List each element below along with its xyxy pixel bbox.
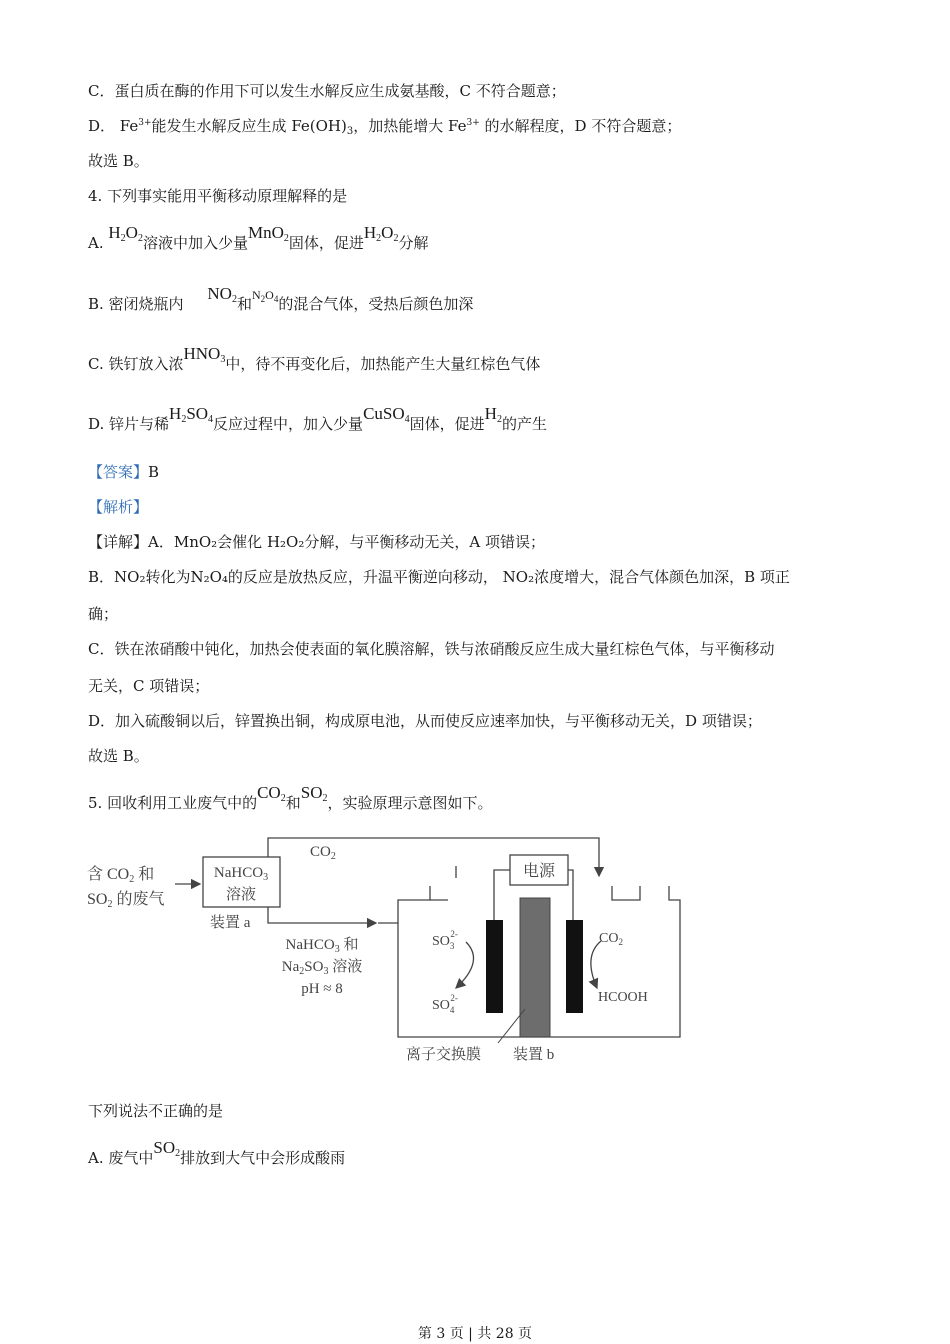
q4-detail-c: C．铁在浓硝酸中钝化，加热会使表面的氧化膜溶解，铁与浓硝酸反应生成大量红棕色气体，与平衡移动 — [88, 640, 775, 658]
q5-sub-stem: 下列说法不正确的是 — [88, 1102, 224, 1120]
q5-option-a: A. 废气中SO2排放到大气中会形成酸雨 — [88, 1138, 346, 1167]
q4-detail-c-cont: 无关，C 项错误； — [88, 677, 210, 695]
cathode-electrode — [566, 920, 583, 1013]
q4-detail-a: 【详解】A．MnO₂会催化 H₂O₂分解，与平衡移动无关，A 项错误； — [88, 533, 545, 551]
q3-option-d-analysis: D． $Fe^{3+}$能发生水解反应生成 $Fe(OH)_3$，加热能增大 $Fe^{3+}$ 的水解程度，D 不符合题意； — [88, 117, 682, 137]
co2-outlet-label: $CO_2$ — [310, 844, 336, 862]
formic-acid-label: HCOOH — [598, 990, 648, 1005]
device-b-inlet — [378, 886, 430, 923]
sulfate-ion-label: $SO_42-$ — [432, 993, 458, 1015]
ion-exchange-membrane — [520, 898, 550, 1037]
q4-conclusion: 故选 B。 — [88, 747, 149, 765]
q4-detail-b: B．NO₂转化为N₂O₄的反应是放热反应，升温平衡逆向移动， NO₂浓度增大，混合气体颜色加深，B 项正 — [88, 568, 790, 586]
q3-conclusion: 故选 B。 — [88, 152, 149, 170]
anode-electrode — [486, 920, 503, 1013]
tank-rim-right — [612, 886, 640, 900]
waste-gas-label-line1: 含 CO2 和 — [87, 866, 155, 885]
power-source-label: 电源 — [522, 863, 556, 880]
q4-option-d: D. 锌片与稀H2SO4反应过程中，加入少量CuSO4固体，促进H2的产生 — [88, 404, 547, 433]
anode-reaction-arrow — [456, 942, 474, 988]
device-b-label: 装置 b — [513, 1047, 555, 1063]
page-footer: 第 3 页 | 共 28 页 — [417, 1326, 533, 1342]
membrane-label: 离子交换膜 — [406, 1047, 482, 1063]
wire-right — [568, 870, 573, 920]
waste-gas-label-line2: SO2 的废气 — [87, 891, 165, 910]
q4-detail-d: D．加入硫酸铜以后，锌置换出铜，构成原电池，从而使反应速率加快，与平衡移动无关，D 项错误； — [88, 712, 762, 730]
q4-option-a: A. H2O2溶液中加入少量MnO2固体，促进H2O2分解 — [88, 223, 429, 252]
q4-analysis-tag: 【解析】 — [88, 498, 149, 516]
q4-stem: 4. 下列事实能用平衡移动原理解释的是 — [88, 187, 348, 205]
experiment-diagram — [80, 826, 700, 1071]
q5-stem: 5. 回收利用工业废气中的CO2和SO2，实验原理示意图如下。 — [88, 783, 493, 812]
solution-label-line3: pH ≈ 8 — [301, 981, 343, 997]
q4-option-b: B. 密闭烧瓶内 NO2和$^{N_2O_4}$的混合气体，受热后颜色加深 — [88, 284, 474, 313]
q3-option-c-analysis: C．蛋白质在酶的作用下可以发生水解反应生成氨基酸，C 不符合题意； — [88, 82, 566, 100]
q4-answer: 【答案】B — [88, 463, 160, 481]
device-a-reagent-line2: 溶液 — [225, 887, 257, 903]
sulfite-ion-label: $SO_32-$ — [432, 929, 458, 951]
solution-label-line1: NaHCO$_3$ 和 — [285, 937, 359, 955]
cathode-co2-label: $CO_2$ — [599, 931, 623, 947]
solution-label-line2: $Na_2SO_3$ 溶液 — [281, 959, 363, 977]
device-a-label: 装置 a — [210, 915, 251, 931]
wire-left — [494, 870, 510, 920]
solution-transfer-line — [268, 907, 376, 923]
answer-tag: 【答案】 — [88, 463, 149, 481]
q4-detail-b-cont: 确； — [88, 605, 119, 623]
cathode-reaction-arrow — [591, 941, 601, 988]
q4-option-c: C. 铁钉放入浓HNO3中，待不再变化后，加热能产生大量红棕色气体 — [88, 344, 541, 373]
device-a-reagent-line1: NaHCO$_3$ — [213, 865, 269, 883]
